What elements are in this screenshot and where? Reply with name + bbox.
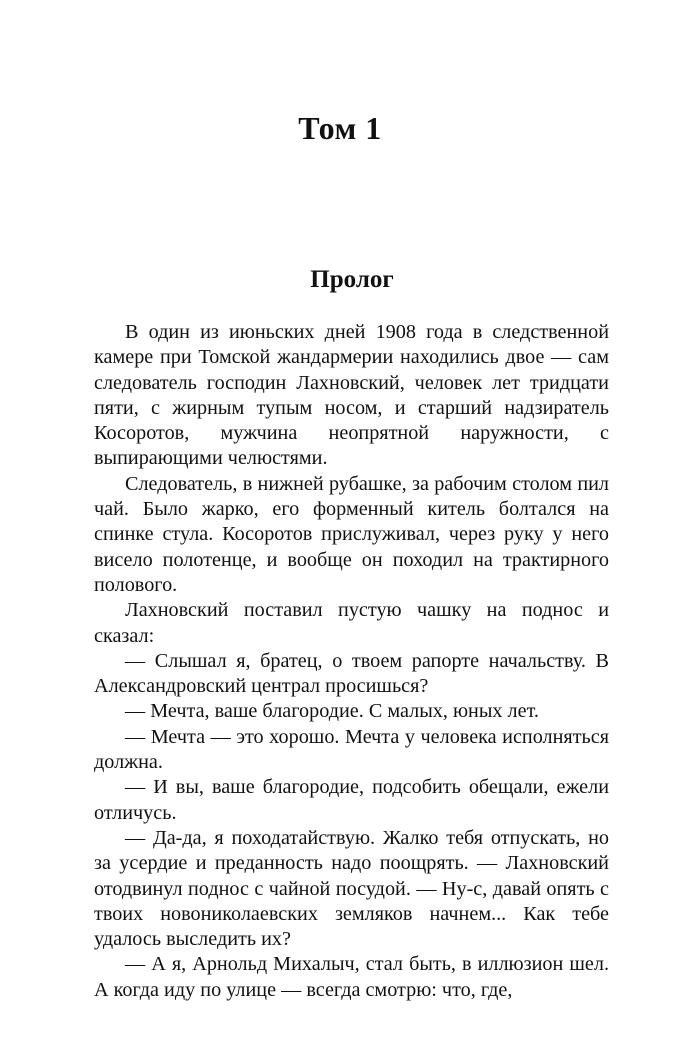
- dialogue-line: — И вы, ваше благородие, подсобить обещали, ежели отличусь.: [94, 776, 609, 824]
- dialogue-line: — Слышал я, братец, о твоем рапорте начальству. В Александровский централ просишься?: [94, 649, 609, 698]
- paragraph: Лахновский поставил пустую чашку на поднос и сказал:: [94, 599, 609, 647]
- dialogue-line: — Мечта — это хорошо. Мечта у человека исполняться должна.: [94, 725, 609, 774]
- chapter-title: Пролог: [310, 266, 394, 293]
- dialogue-line: — Мечта, ваше благородие. С малых, юных лет.: [125, 700, 539, 723]
- dialogue-line: — Да-да, я походатайствую. Жалко тебя отпускать, но за усердие и преданность надо поощрять. — Лахновский отодвинул поднос с чайной посудой. — Ну-с, давай опять с твоих новониколаевских земляков начнем... Как тебе удалось выследить их?: [94, 826, 609, 951]
- paragraph: Следователь, в нижней рубашке, за рабочим столом пил чай. Было жарко, его форменный китель болтался на спинке стула. Косоротов прислуживал, через руку у него висело полотенце, и вообще он походил на трактирного полового.: [94, 472, 609, 596]
- dialogue-line: — А я, Арнольд Михалыч, стал быть, в иллюзион шел. А когда иду по улице — всегда смотрю: что, где,: [94, 953, 609, 1001]
- volume-title: Том 1: [298, 110, 382, 146]
- paragraph: В один из июньских дней 1908 года в следственной камере при Томской жандармерии находились двое — сам следователь господин Лахновский, человек лет тридцати пяти, с жирным тупым носом, и старший надзиратель Косоротов, мужчина неопрятной наружности, с выпирающими челюстями.: [94, 321, 609, 470]
- chapter-text: [94, 320, 609, 1003]
